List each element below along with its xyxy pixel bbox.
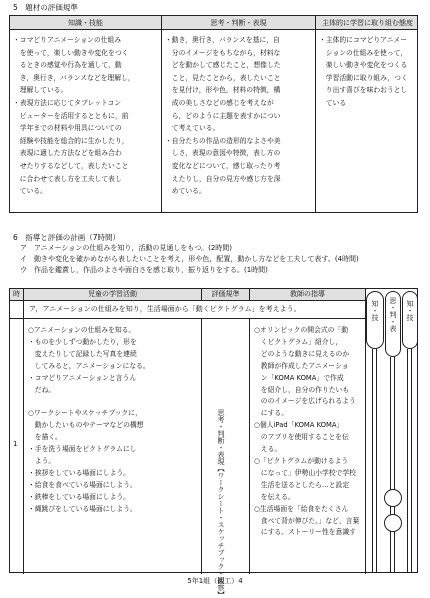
criteria-attitude-cell: ・主体的にコマどりアニメー ションの仕組みを使って， 楽しい動きや変化をつくる 学習活動に取り組み，つく り出す喜びを味わおうとし ている: [319, 36, 408, 107]
header-activity: 児童の学習活動: [88, 290, 137, 298]
page-footer: 5年1組（図工）4: [187, 577, 243, 585]
track-header-attitude: 知・技: [402, 291, 418, 349]
evaluation-circle-1: [384, 489, 402, 507]
track-bar-knowledge: [372, 349, 377, 573]
teacher-support: ○オリンピックの開会式の「動 くピクトグラム」紹介し， どのような動きに見えるのか 教師が作成したアニメーショ ン「KOMA KOMA」で作成 を紹介し，自分の作りたいも ののイメージを広げられるよう にする。 ○個人iPad「KOMA KOMA」 のアプリを使用することを伝 える。 ○「ピクトグラムが動けるよう になって」伊勢山小学校で学校 生活を送るとしたら…と設定 を伝える。 ○生活場面を「給食をたくさん 食べて背が伸びた。」など，言葉 にする。ストーリー性を意識す: [254, 326, 360, 537]
track-header-knowledge: 知・技: [366, 291, 384, 349]
section6-title: 6 指導と評価の計画（7時間）: [13, 233, 121, 242]
section5-title: 5 題材の評価規準: [13, 3, 78, 12]
header-attitude: 主体的に学習に取り組む態度: [322, 19, 413, 27]
plan-item-i: イ 動きや変化を確かめながら表したいことを考え，形や色，配置，動かし方などを工夫して表す。(4時間): [20, 255, 359, 263]
track-bar-attitude: [407, 349, 412, 573]
criteria-thinking-cell: ・動き，奥行き，バランスを基に，自 分のイメージをもちながら，材料な どを動かして感じたこと，想像した こと，見たことから，表したいこと を見付け，形や色，材料の特徴，構 成の美しさなどの感じを考えなが ら，どのように主題を表すかについ て考えている。 ・自分たちの作品の造形的なよさや美 しさ，表現の意図や特徴，表し方の 変化などについて，感じ取ったり考 えたりし，自分の見方や感じ方を深 めている。: [165, 36, 281, 196]
header-knowledge-skills: 知識・技能: [68, 19, 103, 27]
criteria-knowledge-cell: ・コマどりアニメーションの仕組み を使って，楽しい動きや変化をつく るときの感覚や行為を通して，動 き，奥行き，バランスなどを理解し， 理解している。 ・表現方法に応じてタブレットコン ピューターを活用するとともに，前 学年までの材料や用具についての 経験や技能を総合的に生かしたり， 表現に適した方法などを組み合わ せたりするなどして，表したいこと に合わせて表し方を工夫して表し ている。: [13, 36, 135, 196]
plan-item-u: ウ 作品を鑑賞し，作品のよさや面白さを感じ取り，振り返りをする。(1時間): [20, 266, 268, 274]
criteria-vertical-text: 思考・判断・表現【ワークシート・スケッチブック・観察】: [217, 409, 225, 598]
evaluation-circle-2: [384, 514, 402, 532]
lesson-banner: ア，アニメーションの仕組みを知り，生活場面から「動くピクトグラム」を考えよう。: [29, 305, 301, 313]
student-activities: ○アニメーションの仕組みを知る。 ・ものを少しずつ動かしたり，形を 変えたりして記録した写真を連続 してみると，アニメーションになる。 ・コマどりアニメーションと言うん だね。 ○ワークシートやスケッチブックに， 動かしたいものやテーマなどの構想 を描く。 ・手を洗う場面をピクトグラムにし よう。 ・挨拶をしている場面にしよう。 ・給食を食べている場面にしよう。 ・鉄棒をしている場面にしよう。 ・縄跳びをしている場面にしよう。: [28, 326, 150, 513]
header-thinking: 思考・判断・表現: [210, 19, 267, 27]
plan-item-a: ア アニメーションの仕組みを知り，活動の見通しをもつ。(2時間): [20, 244, 233, 252]
hour-number: 1: [13, 440, 18, 448]
header-support: 教師の指導: [290, 290, 325, 298]
evaluation-criteria-table: [9, 15, 418, 213]
header-criteria: 評価規準: [211, 290, 240, 298]
header-hour: 時: [13, 290, 20, 298]
track-header-thinking: 思・判・表: [385, 291, 401, 357]
track-bar-thinking: [390, 357, 395, 573]
